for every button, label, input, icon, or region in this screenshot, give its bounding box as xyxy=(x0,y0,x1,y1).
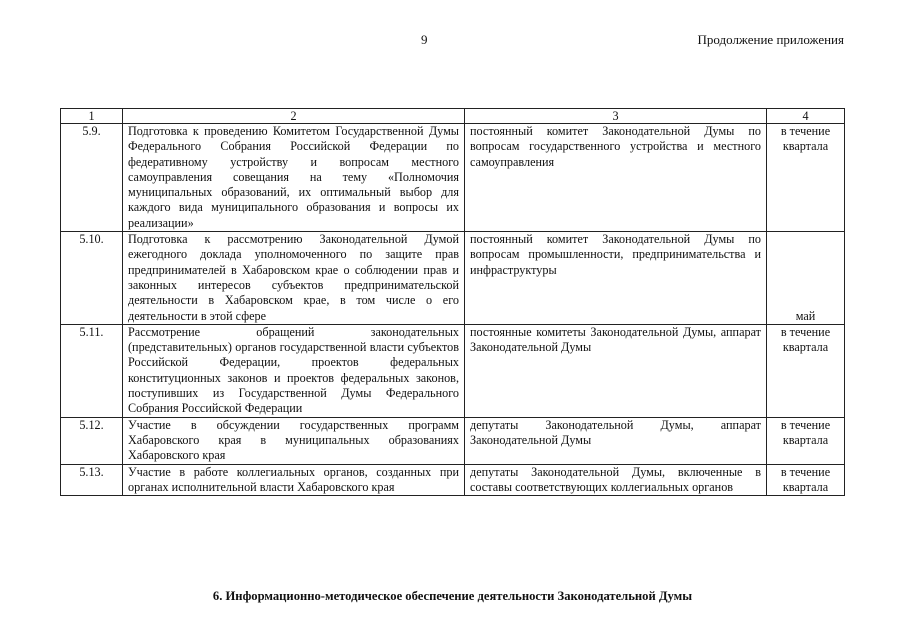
column-header-row xyxy=(61,109,845,124)
table-row xyxy=(61,417,845,464)
continuation-label: Продолжение приложения xyxy=(697,32,844,47)
row-number: 5.9. xyxy=(61,124,123,232)
row-activity: Подготовка к проведению Комитетом Государственной Думы Федерального Собрания Российской Федерации по федеративному устройству и вопросам местного самоуправления совещания на тему «Полномочия муниципальных образований, их оптимальный выбор для каждого вида муниципального образования и вопросы их реализации» xyxy=(123,124,465,232)
row-number: 5.12. xyxy=(61,417,123,464)
row-term: май xyxy=(767,232,845,325)
row-term: в течение квартала xyxy=(767,124,845,232)
row-executor: постоянный комитет Законодательной Думы по вопросам государственного устройства и местного самоуправления xyxy=(465,124,767,232)
column-header-2: 2 xyxy=(123,109,465,124)
table-row xyxy=(61,324,845,417)
column-header-4: 4 xyxy=(767,109,845,124)
row-executor: депутаты Законодательной Думы, аппарат Законодательной Думы xyxy=(465,417,767,464)
column-header-3: 3 xyxy=(465,109,767,124)
page-number: 9 xyxy=(421,32,428,47)
table-row xyxy=(61,232,845,325)
column-header-1: 1 xyxy=(61,109,123,124)
row-executor: постоянные комитеты Законодательной Думы, аппарат Законодательной Думы xyxy=(465,324,767,417)
row-term: в течение квартала xyxy=(767,464,845,496)
plan-table xyxy=(60,108,845,496)
row-activity: Участие в работе коллегиальных органов, созданных при органах исполнительной власти Хабаровского края xyxy=(123,464,465,496)
row-number: 5.11. xyxy=(61,324,123,417)
row-activity: Подготовка к рассмотрению Законодательной Думой ежегодного доклада уполномоченного по защите прав предпринимателей в Хабаровском крае о соблюдении прав и законных интересов субъектов предпринимательской деятельности в Хабаровском крае, в том числе о его деятельности в этой сфере xyxy=(123,232,465,325)
row-number: 5.13. xyxy=(61,464,123,496)
table-row xyxy=(61,124,845,232)
row-term: в течение квартала xyxy=(767,324,845,417)
section-title: 6. Информационно-методическое обеспечение деятельности Законодательной Думы xyxy=(212,589,693,603)
row-activity: Участие в обсуждении государственных программ Хабаровского края в муниципальных образованиях Хабаровского края xyxy=(123,417,465,464)
row-executor: депутаты Законодательной Думы, включенные в составы соответствующих коллегиальных органов xyxy=(465,464,767,496)
row-term: в течение квартала xyxy=(767,417,845,464)
row-number: 5.10. xyxy=(61,232,123,325)
row-activity: Рассмотрение обращений законодательных (представительных) органов государственной власти субъектов Российской Федерации, проектов федеральных конституционных законов и проектов федеральных законов, поступивших из Государственной Думы Федерального Собрания Российской Федерации xyxy=(123,324,465,417)
table-row xyxy=(61,464,845,496)
row-executor: постоянный комитет Законодательной Думы по вопросам промышленности, предпринимательства и инфраструктуры xyxy=(465,232,767,325)
